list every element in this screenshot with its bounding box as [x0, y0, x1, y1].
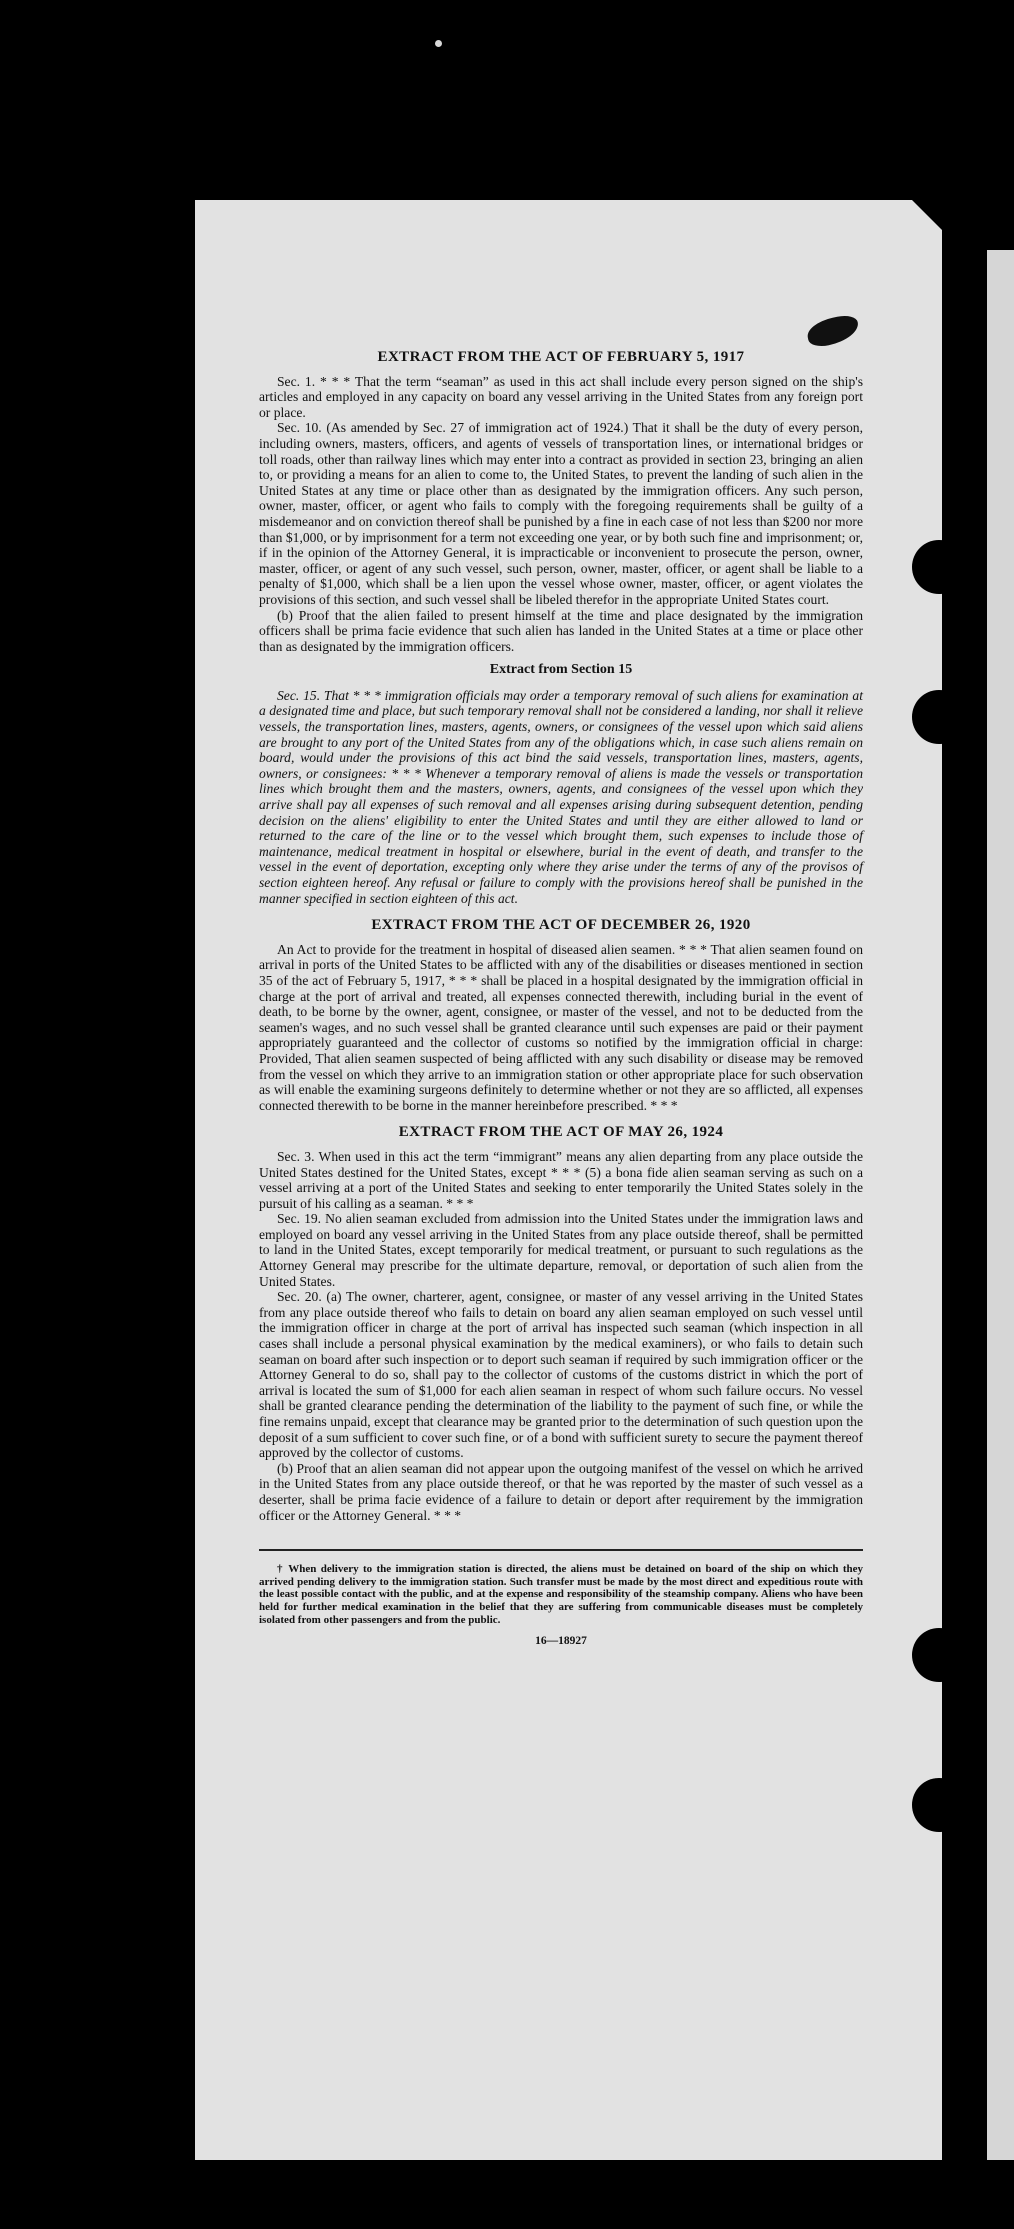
paragraph-sec-15: Sec. 15. That * * * immigration officials may order a temporary removal of such aliens for examination at a designated time and place, but such temporary removal shall not be considered a landing, nor shall it relieve vessels, the transportation lines, masters, agents, owners, or consignees of the vessel upon which said aliens are brought to any port of the United States from any of the obligations which, in case such aliens remain on board, would under the provisions of this act bind the said vessels, transportation lines, masters, agents, owners, or consignees: * * * Whenever a temporary removal of aliens is made the vessels or transportation lines which brought them and the masters, owners, agents, and consignees of the vessel upon which they arrive shall pay all expenses of such removal and all expenses arising during subsequent detention, pending decision on the aliens' eligibility to enter the United States and until they are either allowed to land or returned to the care of the line or to the vessel which brought them, such expenses to include those of maintenance, medical treatment in hospital or elsewhere, burial in the event of death, and transfer to the vessel in the event of deportation, excepting only where they arise under the terms of any of the provisos of section eighteen hereof. Any refusal or failure to comply with the provisions hereof shall be punished in the manner specified in section eighteen of this act. — [259, 687, 863, 906]
punch-hole-1 — [912, 540, 942, 594]
document-page — [195, 200, 942, 2160]
form-number: 16—18927 — [535, 1635, 587, 1648]
folded-corner — [912, 200, 942, 230]
stray-mark — [435, 40, 442, 47]
ink-blot — [805, 313, 861, 349]
punch-hole-3 — [912, 1628, 942, 1682]
heading-act-1924: EXTRACT FROM THE ACT OF MAY 26, 1924 — [398, 1124, 724, 1141]
paragraph-sec-1: Sec. 1. * * * That the term “seaman” as used in this act shall include every person signed on the ship's articles and employed in any capacity on board any vessel arriving in the United States from any foreign port or place. — [259, 373, 863, 420]
paragraph-sec-20-a: Sec. 20. (a) The owner, charterer, agent, consignee, or master of any vessel arriving in the United States from any place outside thereof who fails to detain on board any alien seaman employed on such vessel until the immigration officer in charge at the port of arrival has inspected such seaman (which inspection in all cases shall include a personal physical examination by the medical examiners), or who fails to detain such seaman on board after such inspection or to deport such seaman if required by such immigration officer or the Attorney General to do so, shall pay to the collector of customs of the customs district in which the port of arrival is located the sum of $1,000 for each alien seaman in respect of whom such failure occurs. No vessel shall be granted clearance pending the determination of the liability to the payment of such fine, or while the fine remains unpaid, except that clearance may be granted prior to the determination of such question upon the deposit of a sum sufficient to cover such fine, or of a bond with sufficient surety to secure the payment thereof approved by the collector of customs. — [259, 1289, 863, 1461]
adjacent-page-edge — [987, 250, 1014, 2160]
paragraph-sec-3: Sec. 3. When used in this act the term “immigrant” means any alien departing from any place outside the United States destined for the United States, except * * * (5) a bona fide alien seaman serving as such on a vessel arriving at a port of the United States and seeking to enter temporarily the United States solely in the pursuit of his calling as a seaman. * * * — [259, 1148, 863, 1211]
paragraph-sec-19: Sec. 19. No alien seaman excluded from admission into the United States under the immigration laws and employed on board any vessel arriving in the United States from any place outside thereof, shall be permitted to land in the United States, except temporarily for medical treatment, or pursuant to such regulations as the Attorney General may prescribe for the ultimate departure, removal, or deportation of such alien from the United States. — [259, 1211, 863, 1289]
paragraph-sec-20-b: (b) Proof that an alien seaman did not appear upon the outgoing manifest of the vessel on which he arrived in the United States from any place outside thereof, or that he was reported by the master of such vessel as a deserter, shall be prima facie evidence of a failure to detain or deport after requirement by the immigration officer or the Attorney General. * * * — [259, 1460, 863, 1523]
footnote: † When delivery to the immigration station is directed, the aliens must be detained on board of the ship on which they arrived pending delivery to the immigration station. Such transfer must be made by the most direct and expeditious route with the least possible contact with the public, and at the expense and responsibility of the steamship company. Aliens who have been held for further medical examination in the belief that they are suffering from communicable diseases must be completely isolated from other passengers and from the public. — [259, 1563, 863, 1626]
paragraph-act-1920: An Act to provide for the treatment in hospital of diseased alien seamen. * * * That alien seamen found on arrival in ports of the United States to be afflicted with any of the disabilities or diseases mentioned in section 35 of the act of February 5, 1917, * * * shall be placed in a hospital designated by the immigration official in charge at the port of arrival and treated, all expenses connected therewith, including burial in the event of death, to be borne by the owner, agent, consignee, or master of the vessel, and not to be deducted from the seamen's wages, and no such vessel shall be granted clearance until such expenses are paid or their payment appropriately guaranteed and the collector of customs so notified by the immigration official in charge: Provided, That alien seamen suspected of being afflicted with any such disability or disease may be removed from the vessel on which they arrive to an immigration station or other appropriate place for such observation as will enable the examining surgeons definitely to determine whether or not they are so afflicted, all expenses connected therewith to be borne in the manner hereinbefore prescribed. * * * — [259, 941, 863, 1113]
paragraph-sec-10-b: (b) Proof that the alien failed to present himself at the time and place designated by the immigration officers shall be prima facie evidence that such alien has landed in the United States at a time or place other than as designated by the immigration officers. — [259, 607, 863, 654]
heading-act-1917: EXTRACT FROM THE ACT OF FEBRUARY 5, 1917 — [377, 349, 745, 365]
punch-hole-2 — [912, 690, 942, 744]
punch-hole-4 — [912, 1778, 942, 1832]
subheading-section-15: Extract from Section 15 — [489, 662, 633, 678]
document-text — [259, 350, 863, 1650]
paragraph-sec-10: Sec. 10. (As amended by Sec. 27 of immigration act of 1924.) That it shall be the duty of every person, including owners, masters, officers, and agents of vessels of transportation lines, or international bridges or toll roads, other than railway lines which may enter into a contract as provided in section 23, bringing an alien to, or providing a means for an alien to come to, the United States, to prevent the landing of such alien in the United States at any time or place other than as designated by the immigration officers. Any such person, owner, master, officer, or agent who fails to comply with the foregoing requirements shall be guilty of a misdemeanor and on conviction thereof shall be punished by a fine in each case of not less than $200 nor more than $1,000, or by imprisonment for a term not exceeding one year, or by both such fine and imprisonment; or, if in the opinion of the Attorney General, it is impracticable or inconvenient to prosecute the person, owner, master, officer, or agent of any such vessel, such person, owner, master, officer, or agent shall be liable to a penalty of $1,000, which shall be a lien upon the vessel whose owner, master, officer, or agent violates the provisions of this section, and such vessel shall be libeled therefor in the appropriate United States court. — [259, 420, 863, 607]
footnote-divider — [259, 1549, 863, 1551]
heading-act-1920: EXTRACT FROM THE ACT OF DECEMBER 26, 1920 — [371, 917, 751, 934]
